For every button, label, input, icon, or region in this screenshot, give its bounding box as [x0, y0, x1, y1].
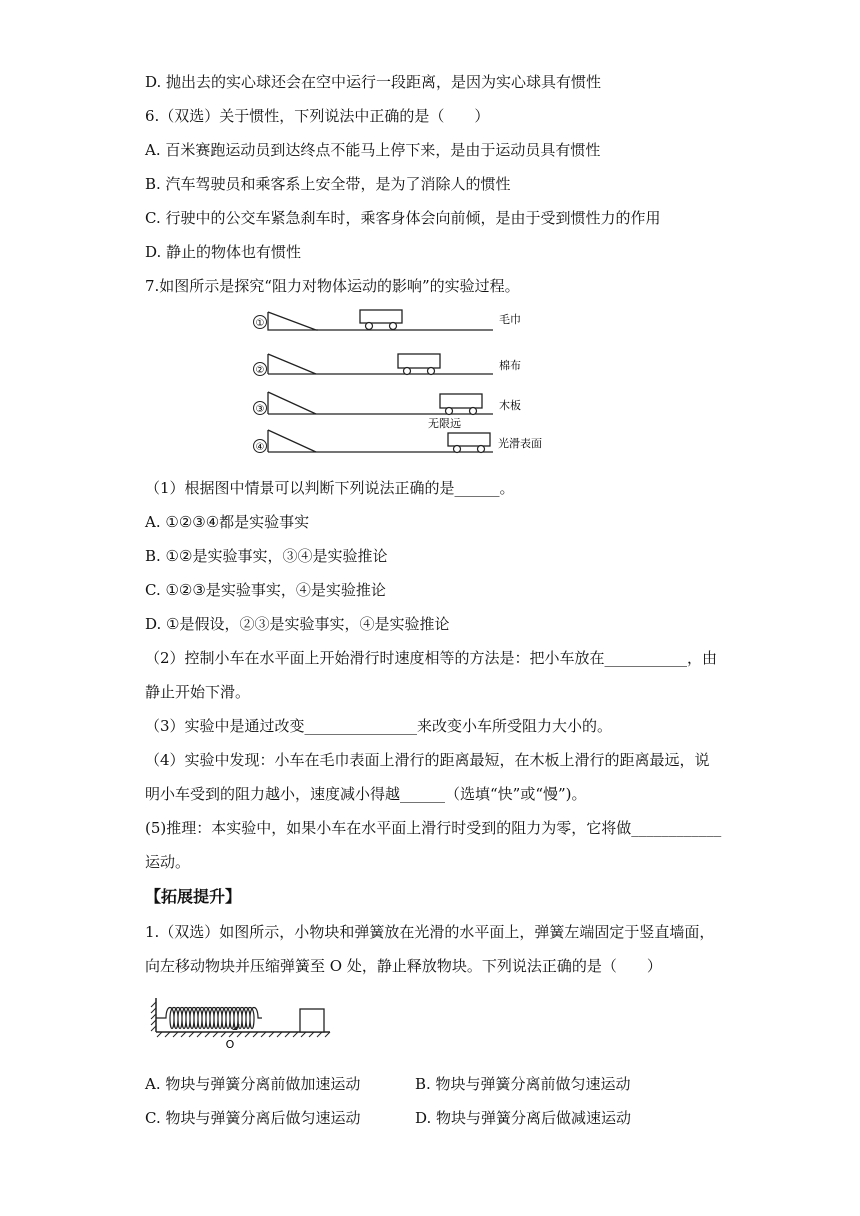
row-number-3: ③ [255, 404, 265, 415]
cart-4 [448, 433, 490, 446]
q7-part4-line2: 明小车受到的阻力越小，速度减小得越______（选填“快”或“慢”)。 [145, 785, 587, 803]
cart-2 [398, 354, 440, 368]
q5-option-d: D. 抛出去的实心球还会在空中运行一段距离，是因为实心球具有惯性 [145, 73, 602, 91]
q7-part1-option-a: A. ①②③④都是实验事实 [145, 513, 310, 531]
surface-label-4: 光滑表面 [498, 437, 542, 450]
extension-q1-line2: 向左移动物块并压缩弹簧至 O 处，静止释放物块。下列说法正确的是（ ） [145, 957, 662, 975]
q7-part4-line1: （4）实验中发现：小车在毛巾表面上滑行的距离最短，在木板上滑行的距离最远，说 [145, 751, 710, 769]
figure-row-2 [254, 354, 522, 376]
q6-stem: 6.（双选）关于惯性，下列说法中正确的是（ ） [145, 107, 490, 125]
infinite-label: 无限远 [428, 417, 461, 430]
figure-row-4 [254, 417, 543, 453]
experiment-figure [250, 306, 542, 466]
figure-row-1 [254, 310, 522, 330]
extension-q1-option-a: A. 物块与弹簧分离前做加速运动 [145, 1075, 361, 1093]
q6-option-a: A. 百米赛跑运动员到达终点不能马上停下来，是由于运动员具有惯性 [145, 141, 601, 159]
spring-coil [156, 1008, 262, 1029]
q7-part5-line1: (5)推理：本实验中，如果小车在水平面上滑行时受到的阻力为零，它将做____________ [145, 819, 722, 837]
surface-label-3: 木板 [499, 399, 521, 412]
extension-q1-option-b: B. 物块与弹簧分离前做匀速运动 [415, 1075, 631, 1093]
surface-label-1: 毛巾 [499, 313, 521, 326]
q7-part1-option-b: B. ①②是实验事实，③④是实验推论 [145, 547, 388, 565]
q7-part2-line1: （2）控制小车在水平面上开始滑行时速度相等的方法是：把小车放在___________，由 [145, 649, 718, 667]
q7-part3: （3）实验中是通过改变_______________来改变小车所受阻力大小的。 [145, 717, 613, 735]
q7-part5-line2: 运动。 [145, 853, 191, 871]
extension-q1-line1: 1.（双选）如图所示，小物块和弹簧放在光滑的水平面上，弹簧左端固定于竖直墙面， [145, 923, 715, 941]
q7-part1-option-c: C. ①②③是实验事实，④是实验推论 [145, 581, 386, 599]
q7-part1-option-d: D. ①是假设，②③是实验事实，④是实验推论 [145, 615, 450, 633]
o-label: O [225, 1038, 235, 1051]
cart-3 [440, 394, 482, 408]
row-number-1: ① [255, 318, 265, 329]
q7-part2-line2: 静止开始下滑。 [145, 683, 251, 701]
q7-stem: 7.如图所示是探究“阻力对物体运动的影响”的实验过程。 [145, 277, 520, 295]
section-heading: 【拓展提升】 [145, 887, 242, 906]
extension-q1-option-d: D. 物块与弹簧分离后做减速运动 [415, 1109, 632, 1127]
q7-part1: （1）根据图中情景可以判断下列说法正确的是______。 [145, 479, 515, 497]
figure-row-3 [254, 392, 522, 415]
spring-figure [150, 994, 340, 1050]
q6-option-d: D. 静止的物体也有惯性 [145, 243, 302, 261]
extension-q1-option-c: C. 物块与弹簧分离后做匀速运动 [145, 1109, 361, 1127]
surface-label-2: 棉布 [499, 359, 521, 372]
q6-option-c: C. 行驶中的公交车紧急刹车时，乘客身体会向前倾，是由于受到惯性力的作用 [145, 209, 661, 227]
block [300, 1009, 324, 1032]
cart-1 [360, 310, 402, 323]
row-number-2: ② [255, 365, 265, 376]
row-number-4: ④ [255, 442, 265, 453]
q6-option-b: B. 汽车驾驶员和乘客系上安全带，是为了消除人的惯性 [145, 175, 511, 193]
